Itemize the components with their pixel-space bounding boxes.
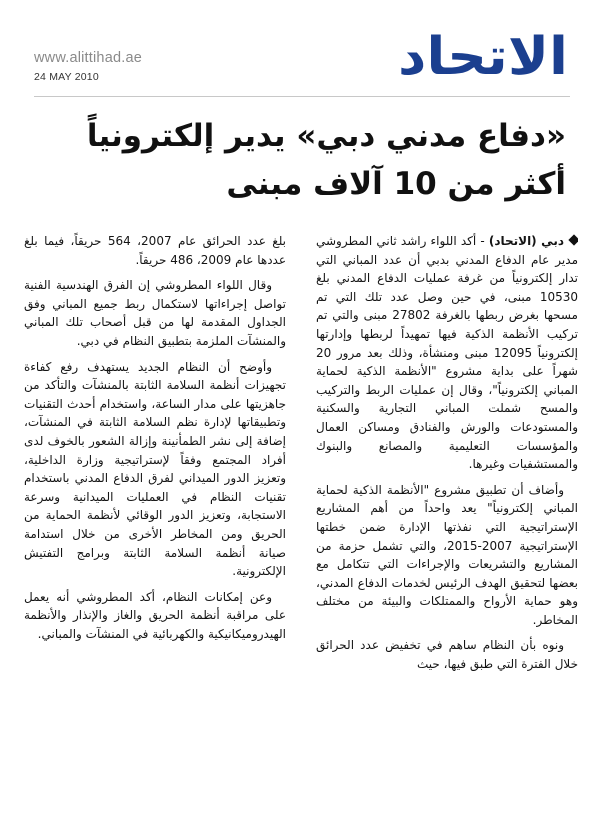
diamond-bullet-icon (568, 234, 578, 245)
paragraph-text: - أكد اللواء راشد ثاني المطروشي مدير عام الدفاع المدني بدبي أن عدد المباني التي تدار إلكترونياً من غرفة عمليات الدفاع المدني بلغ 10530 مبنى، في حين وصل عدد تلك التي تم مسحها بغرض ربطها بالغرفة 27802 مبنى والتي تم تركيب الأنظمة الذكية فيها تمهيداً لربطها وإدارتها إلكترونياً 12095 مبنى ومنشأة، وذلك بعد مرور 20 شهراً على بداية مشروع "الأنظمة الذكية لحماية المباني إلكترونياً"، وقال إن عمليات الربط والتركيب والمسح شملت المباني التجارية والسكنية والمستودعات والورش والفنادق ومساكن العمال والمؤسسات التعليمية والمصانع والبنوك والمستشفيات وغيرها. (316, 234, 578, 472)
article-paragraph: ونوه بأن النظام ساهم في تخفيض عدد الحرائق خلال الفترة التي طبق فيها، حيث (316, 638, 578, 672)
headline-line-1: «دفاع مدني دبي» يدير إلكترونياً (86, 118, 566, 154)
masthead-divider (34, 96, 570, 97)
article-body (24, 232, 578, 832)
publication-date: 24 MAY 2010 (34, 71, 99, 83)
logo-wordmark: الاتحاد (398, 27, 568, 87)
alittihad-logo (392, 20, 572, 88)
article-paragraph: وقال اللواء المطروشي إن الفرق الهندسية الفنية تواصل إجراءاتها لاستكمال ربط جميع المباني وفق الجداول المقدمة لها من قبل أصحاب تلك المباني والمنشآت الملزمة بتطبيق النظام في دبي. (24, 278, 286, 348)
article-paragraph (316, 232, 578, 474)
dateline: دبي (الاتحاد) (488, 234, 564, 248)
site-url: www.alittihad.ae (34, 50, 142, 66)
article-column-left (24, 232, 286, 650)
article-column-right (316, 232, 578, 681)
article-paragraph: وعن إمكانات النظام، أكد المطروشي أنه يعمل على مراقبة أنظمة الحريق والغاز والإنذار والأنظمة الهيدروميكانيكية والكهربائية في المنشآت والمباني. (24, 589, 286, 641)
article-paragraph: وأضاف أن تطبيق مشروع "الأنظمة الذكية لحماية المباني إلكترونياً" يعد واحداً من أهم المشاريع الإستراتيجية التي نفذتها الإدارة ضمن خطتها الإستراتيجية 2007-2015، والتي تشمل حزمة من المشاريع والتشريعات والإجراءات التي تتكامل مع بعضها لتحقيق الهدف الرئيس لخدمات الدفاع المدني، وهو حماية الأرواح والممتلكات والبيئة من مختلف المخاطر. (316, 482, 578, 627)
headline-line-2: أكثر من 10 آلاف مبنى (226, 166, 566, 202)
article-paragraph: وأوضح أن النظام الجديد يستهدف رفع كفاءة تجهيزات أنظمة السلامة الثابتة بالمنشآت والتأكد من جاهزيتها على مدار الساعة، واستخدام أحدث التقنيات وتطبيقاتها لإدارة نظم السلامة الثابتة في المنشآت، إضافة إلى نشر الطمأنينة وإزالة الشعور بالخوف لدى أفراد المجتمع وفقاً لإستراتيجية وزارة الداخلية، وتعزيز الدور الميداني لفرق الدفاع المدني باستخدام تقنيات النظام في العمليات الميدانية وسرعة الاستجابة، وتعزيز الدور الوقائي لأنظمة الحماية من الحريق ومن المخاطر الأخرى من خلال استدامة صيانة أنظمة السلامة الثابتة وبرامج التفتيش الإلكترونية. (24, 359, 286, 579)
article-paragraph: بلغ عدد الحرائق عام 2007، 564 حريقاً، فيما بلغ عددها عام 2009، 486 حريقاً. (24, 234, 287, 267)
